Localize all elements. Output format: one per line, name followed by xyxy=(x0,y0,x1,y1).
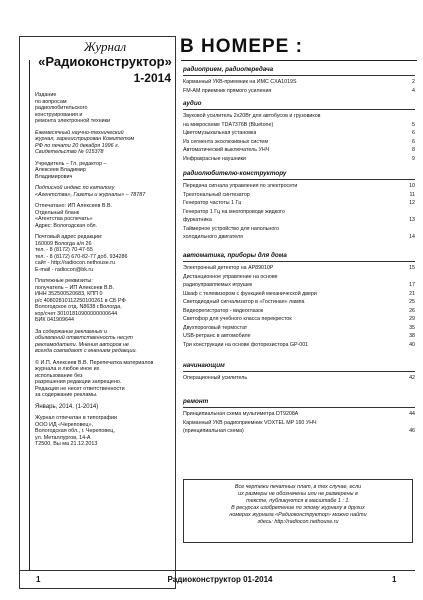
toc-entry[interactable] xyxy=(183,112,415,121)
printed-line: Отдельный бланк xyxy=(35,209,80,216)
toc-entry-page: 5 xyxy=(412,121,415,128)
toc-entry-page: 6 xyxy=(412,138,415,145)
intro-line: по вопросам xyxy=(35,98,67,105)
toc-section-beginners xyxy=(183,362,415,383)
toc-entry-title: Цветомузыкальная установка xyxy=(183,130,257,136)
toc-entry-page: 6 xyxy=(412,130,415,136)
registration-line: Свидетельство № 015378 xyxy=(35,149,104,155)
toc-entry[interactable] xyxy=(183,78,415,87)
disclaimer-line: объявлений ответственность несут xyxy=(35,335,133,341)
notice-line: В ресурсах изобретение по этому журналу в других xyxy=(231,505,365,511)
magazine-name: «Радиоконструктор» xyxy=(38,54,172,69)
toc-entry-title: Операционный усилитель xyxy=(183,375,248,381)
toc-entry[interactable] xyxy=(183,332,415,341)
footer-title: Радиоконструктор 01-2014 xyxy=(167,575,273,584)
toc-entry-page: 35 xyxy=(409,324,415,331)
registration-line: журнал, зарегистрирован Комитетом xyxy=(35,136,135,142)
toc-heading-rule xyxy=(181,60,417,61)
intro-line: ремонта электронной техники xyxy=(35,118,111,124)
payment-line: БИК 041909644 xyxy=(35,317,75,323)
founders-line: Учредитель – Гл. редактор – xyxy=(35,160,107,167)
address-block xyxy=(35,234,175,273)
toc-entry[interactable] xyxy=(183,233,415,242)
registration-line: РФ по печати 20 декабря 1996 г. xyxy=(35,142,120,149)
notice-line: тексте, публикуются в масштабе 1 : 1. xyxy=(246,498,350,504)
email-link[interactable]: E-mail - radiocon@bk.ru xyxy=(35,266,94,273)
toc-entry-title: Карманный УКВ-приемник на ИМС CXA1019S xyxy=(183,79,297,85)
subscription-line: Подписной индекс по каталогу xyxy=(35,185,115,191)
toc-entry[interactable] xyxy=(183,290,415,299)
toc-entry[interactable] xyxy=(183,129,415,138)
magazine-label: Журнал xyxy=(83,39,127,54)
toc-entry[interactable] xyxy=(183,324,415,333)
toc-entry-title: Двухпороговый термостат xyxy=(183,324,248,331)
notice-link[interactable]: здесь: http://radiocon.nethouse.ru xyxy=(257,519,339,525)
toc-entry-title: Таймерное устройство для напольного xyxy=(183,225,280,232)
section-heading: радиоприем, радиопередача xyxy=(183,66,415,76)
toc-entry-page: 14 xyxy=(409,234,415,240)
toc-entry-title: USB-ретранс в автомобиле xyxy=(183,333,251,339)
toc-entry-page: 2 xyxy=(412,79,415,85)
left-vertical-rule xyxy=(29,60,30,570)
toc-section-constructor xyxy=(183,170,415,242)
print-info-block xyxy=(35,415,175,448)
toc-entry-page: 38 xyxy=(409,333,415,339)
founders-line: Алексеев Владимир xyxy=(35,167,86,173)
payment-block xyxy=(35,278,175,324)
print-info-line: Т2500. Вы ма 21.12.2013 xyxy=(35,441,98,447)
address-line: 160009 Вологда а/я 26 xyxy=(35,240,92,247)
payment-line: Платежные реквизиты: xyxy=(35,278,93,284)
toc-entry[interactable] xyxy=(183,410,415,419)
toc-entry[interactable] xyxy=(183,298,415,307)
copyright-line: разрешения редакции запрещено. xyxy=(35,379,122,385)
toc-entry-page: 44 xyxy=(409,411,415,417)
payment-line: кор/счет 30101810900000000644 xyxy=(35,310,118,317)
disclaimer-line: всегда совпадают с мнением редакции. xyxy=(35,348,137,354)
toc-entry-title: Генератор 1 Гц на многопроводе жидкого xyxy=(183,208,285,215)
toc-entry-title: Генератор частоты 1 Гц xyxy=(183,200,242,206)
toc-section-audio xyxy=(183,100,415,163)
toc-section-radio xyxy=(183,66,415,95)
toc-entry[interactable] xyxy=(183,341,415,350)
toc-entry-page: 46 xyxy=(409,428,415,434)
printed-line: Адрес: Вологодская обл. xyxy=(35,222,98,229)
notice-line: их размеры не обозначены или не размерены в xyxy=(238,491,358,497)
toc-entry-title: холодильного двигателя xyxy=(183,234,244,240)
section-heading: автоматика, приборы для дома xyxy=(183,252,415,262)
address-line: Почтовый адрес редакции: xyxy=(35,234,103,240)
toc-entry[interactable] xyxy=(183,121,415,130)
toc-entry-page: 21 xyxy=(409,290,415,297)
toc-entry[interactable] xyxy=(183,87,415,96)
toc-entry-title: Светофор для учебного класса перекресток xyxy=(183,316,292,322)
toc-section-repair xyxy=(183,398,415,436)
toc-entry[interactable] xyxy=(183,374,415,383)
toc-entry[interactable] xyxy=(183,427,415,436)
page-number-right: 1 xyxy=(392,575,397,584)
footer-rule xyxy=(19,570,415,571)
toc-entry-title: Из сегмента эксклюзивных систем xyxy=(183,138,268,145)
section-heading: радиолюбителю-конструктору xyxy=(183,170,415,180)
toc-entry-page: 11 xyxy=(409,191,415,198)
issue-number: 1-2014 xyxy=(133,71,171,85)
toc-entry-page: 10 xyxy=(409,183,415,189)
intro-line: Издание xyxy=(35,92,57,98)
toc-entry-page: 4 xyxy=(412,87,415,94)
toc-entry[interactable] xyxy=(183,146,415,155)
disclaimer-line: За содержание рекламных и xyxy=(35,328,107,335)
toc-entry-title: Автоматический выключатель УНЧ xyxy=(183,147,270,153)
toc-entry-title: Инфракрасные наушники xyxy=(183,155,246,162)
toc-entry-page xyxy=(413,112,415,121)
pcb-notice xyxy=(183,479,413,543)
print-info-line: Журнал отпечатан в типографии xyxy=(35,415,118,421)
toc-entry[interactable] xyxy=(183,155,415,164)
toc-entry-title: FM-АМ приемник прямого усиления xyxy=(183,87,272,94)
toc-entry-page: 8 xyxy=(412,147,415,153)
toc-entry[interactable] xyxy=(183,216,415,225)
disclaimer-block xyxy=(35,329,175,355)
toc-entry[interactable] xyxy=(183,208,415,217)
toc-entry-title: Дистанционное управление на основе xyxy=(183,273,278,280)
copyright-line: © И.П. Алексеев В.В. Перепечатка материалов xyxy=(35,359,154,366)
copyright-block xyxy=(35,360,175,399)
toc-entry[interactable] xyxy=(183,307,415,316)
toc-entry[interactable] xyxy=(183,225,415,234)
website-link[interactable]: сайт - http://radiocon.nethouse.ru xyxy=(35,260,116,266)
print-info-line: ул. Металлургов, 14-А xyxy=(35,434,91,441)
toc-entry-page: 12 xyxy=(409,200,415,206)
toc-entry-page: 42 xyxy=(409,375,415,381)
payment-line: Вологодское отд. N8638 г.Вологда, xyxy=(35,304,122,310)
toc-entry[interactable] xyxy=(183,191,415,200)
print-info-line: ООО ИД «Череповец», xyxy=(35,421,93,428)
toc-section-automation xyxy=(183,252,415,349)
left-column xyxy=(35,40,175,453)
address-line: тел. - 8 (8172) 670-82-77 доб. 934286 xyxy=(35,253,128,260)
toc-entry-page: 17 xyxy=(409,282,415,288)
toc-entry-title: Светодиодный сигнализатор в «Гостиная» лампа xyxy=(183,299,305,305)
toc-entry-page xyxy=(413,419,415,428)
payment-line: ИНН 352500520683, КПП 0 xyxy=(35,291,103,297)
toc-entry-title: Звуковой усилитель 2х20Вт для автобусов и грузовиков xyxy=(183,113,321,119)
address-line: тел. - 8 (8172) 70-47-55 xyxy=(35,247,93,253)
toc-entry-title: (принципиальная схема) xyxy=(183,428,244,434)
subscription-line: «Агентства», Газеты и журналы» – 78787 xyxy=(35,191,146,198)
printed-line: Отпечатано: ИП Алексеев В.В. xyxy=(35,203,113,209)
toc-entry[interactable] xyxy=(183,264,415,273)
toc-entry-title: Передача сигнала управления по электросети xyxy=(183,183,298,189)
toc-entry-title: радиоуправляемых игрушек xyxy=(183,282,253,288)
toc-entry-page xyxy=(413,225,415,234)
subscription-block xyxy=(35,185,175,198)
toc-entry[interactable] xyxy=(183,419,415,428)
toc-entry[interactable] xyxy=(183,182,415,191)
toc-entry-title: на микросхеме TDA7376B (Bluetone) xyxy=(183,121,274,128)
registration-block xyxy=(35,130,175,156)
intro-line: конструирования и xyxy=(35,111,83,118)
disclaimer-line: рекламодатели. Мнения авторов не xyxy=(35,341,129,348)
toc-heading: В НОМЕРЕ : xyxy=(180,36,303,57)
intro-block xyxy=(35,92,175,125)
toc-entry-page: 15 xyxy=(409,265,415,271)
payment-line: р/с 40802810112250100261 в СБ РФ xyxy=(35,297,126,304)
section-heading: начинающим xyxy=(183,362,415,372)
toc-entry-title: Карманный УКВ радиоприемник VOXTEL MP 160 УНЧ xyxy=(183,419,317,426)
founders-line: Владимирович xyxy=(35,173,73,180)
section-heading: ремонт xyxy=(183,398,415,408)
notice-line: номерах журнала «Радиоконструктор» можно найти xyxy=(229,512,367,518)
page-number-left: 1 xyxy=(36,575,41,584)
print-info-line: Вологодская обл., г. Череповец, xyxy=(35,428,115,434)
toc-entry-title: Электронный детектор на AP89010P xyxy=(183,265,274,271)
payment-line: получатель – ИП Алексеев В.В. xyxy=(35,284,115,291)
copyright-line: использование без xyxy=(35,372,83,379)
copyright-line: Редакция не несет ответственности xyxy=(35,385,125,392)
toc-entry-page xyxy=(413,273,415,282)
printed-block xyxy=(35,203,175,229)
section-heading: аудио xyxy=(183,100,415,110)
toc-entry-title: Три конструкции на основе фоторезистора GP-001 xyxy=(183,341,309,348)
issue-date-block xyxy=(35,404,175,411)
copyright-line: журнала и любое иное их xyxy=(35,366,100,372)
toc-entry-title: фуркатника xyxy=(183,217,212,223)
toc-entry-title: Видеорегистратор - видеоглазок xyxy=(183,307,264,314)
toc-entry-page: 26 xyxy=(409,307,415,314)
toc-entry[interactable] xyxy=(183,138,415,147)
printed-line: «Агентства роспечать» xyxy=(35,216,93,222)
toc-entry-page xyxy=(413,208,415,217)
toc-entry[interactable] xyxy=(183,273,415,282)
founders-block xyxy=(35,161,175,181)
toc-entry[interactable] xyxy=(183,199,415,208)
toc-entry-title: Принципиальная схема мультиметра DT9208A xyxy=(183,411,299,417)
toc-entry-title: Трехтональный синтезатор xyxy=(183,191,250,198)
copyright-line: за содержание рекламы. xyxy=(35,392,98,398)
notice-line: Все чертежи печатных плат, в тех случае, если xyxy=(234,484,362,490)
toc-entry-page: 13 xyxy=(409,217,415,223)
toc-entry[interactable] xyxy=(183,281,415,290)
issue-date: Январь, 2014. (1-2014) xyxy=(35,403,99,410)
toc-entry-page: 9 xyxy=(412,155,415,162)
toc-entry-title: Шкаф с телевизором с функцией механической двери xyxy=(183,290,317,297)
toc-entry-page: 40 xyxy=(409,341,415,348)
toc-entry-page: 25 xyxy=(409,299,415,305)
toc-entry[interactable] xyxy=(183,315,415,324)
toc-entry-page: 29 xyxy=(409,316,415,322)
registration-line: Ежемесячный научно-технический xyxy=(35,129,124,136)
intro-line: радиолюбительского xyxy=(35,105,88,111)
